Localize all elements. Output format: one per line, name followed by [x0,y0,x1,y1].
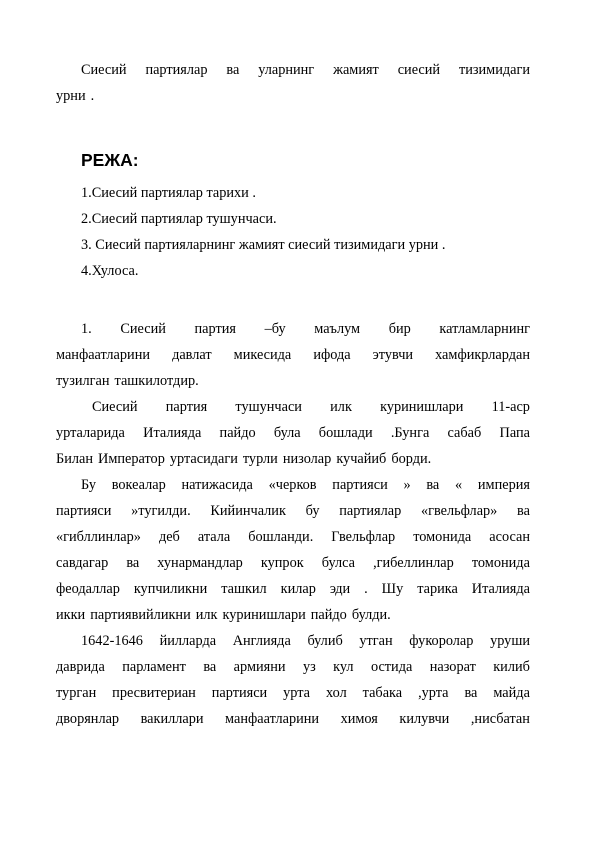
word: бу [305,503,320,519]
word: партияси [56,503,112,519]
plan-item: 1.Сиесий партиялар тарихи . [81,185,256,201]
word: партия [194,321,236,337]
word: урта [283,685,311,701]
word: ,урта [418,685,449,701]
word: ва [426,477,440,493]
word: пайдо [310,607,347,623]
word: ташкил [221,581,267,597]
plan-item: 4.Хулоса. [81,263,139,279]
word: урталарида [56,425,125,441]
word: 1. [81,321,92,337]
word: кул [333,659,354,675]
word: бир [388,321,411,337]
para-line [56,316,530,342]
word: Италияда [143,425,202,441]
word: «черков [268,477,317,493]
word: турли [242,451,278,467]
word: булди. [351,607,391,623]
word: партиялар [145,62,208,78]
word: армияни [233,659,286,675]
word: .Бунга [390,425,430,441]
word: партиялар [339,503,402,519]
word: фукоролар [409,633,474,649]
word: утган [359,633,393,649]
para-line [56,368,530,394]
word: партиявийликни [90,607,191,623]
word: килиб [493,659,530,675]
word: булса [321,555,355,571]
para-line [56,472,530,498]
word: вокеалар [111,477,166,493]
word: »тугилди. [131,503,191,519]
word: ва [464,685,478,701]
para-line [56,420,530,446]
para-line [56,550,530,576]
word: тушунчаси [235,399,302,415]
word: химоя [340,711,378,727]
word: ва [517,503,530,519]
word: . [90,88,95,104]
para-line [56,342,530,368]
para-line [56,446,530,472]
word: партияси [211,685,268,701]
word: урни [56,88,86,104]
word: хол [326,685,347,701]
word: остида [370,659,413,675]
word: давлат [172,347,212,363]
para-line [56,524,530,550]
word: асосан [489,529,530,545]
word: ,нисбатан [470,711,530,727]
word: дворянлар [56,711,120,727]
word: ва [203,659,217,675]
plan-heading: РЕЖА: [81,150,139,170]
word: икки [56,607,86,623]
word: катламларнинг [439,321,530,337]
word: купчиликни [133,581,208,597]
word: Бу [81,477,97,493]
word: ташкилотдир. [114,373,199,389]
word: була [273,425,301,441]
word: натижасида [181,477,253,493]
word: табака [362,685,403,701]
word: вакиллари [140,711,204,727]
word: Англияда [232,633,291,649]
word: кучайиб [336,451,387,467]
word: ва [126,555,140,571]
word: булиб [307,633,343,649]
para-line [56,394,530,420]
word: тузилган [56,373,110,389]
word: » [403,477,411,493]
word: «гвельфлар» [420,503,498,519]
para-line [56,628,530,654]
plan-item: 2.Сиесий партиялар тушунчаси. [81,211,277,227]
word: уларнинг [258,62,315,78]
word: 1642-1646 [81,633,143,649]
word: низолар [282,451,332,467]
word: ифода [313,347,351,363]
word: парламент [122,659,186,675]
word: « [455,477,463,493]
word: ва [226,62,240,78]
word: империя [477,477,530,493]
word: хунармандлар [157,555,243,571]
word: купрок [260,555,304,571]
word: жамият [333,62,379,78]
word: майда [493,685,530,701]
word: 11-аср [491,399,530,415]
word: куринишлари [380,399,464,415]
word: Сиесий [81,62,127,78]
word: томонида [413,529,472,545]
word: манфаатларини [225,711,320,727]
word: бошлади [318,425,373,441]
word: борди. [391,451,432,467]
word: сиесий [397,62,441,78]
word: Италияда [471,581,530,597]
body-text [56,316,530,732]
word: уз [302,659,316,675]
word: уртасидаги [169,451,238,467]
word: килувчи [399,711,450,727]
word: –бу [264,321,286,337]
word: микесида [233,347,292,363]
word: атала [197,529,231,545]
title-line-1 [56,57,530,83]
word: килар [280,581,316,597]
word: Сиесий [120,321,166,337]
word: турган [56,685,97,701]
word: куринишлари [222,607,306,623]
word: тарика [417,581,458,597]
word: Папа [499,425,530,441]
word: илк [330,399,352,415]
word: Сиесий [92,399,138,415]
para-line [56,706,530,732]
para-line [56,654,530,680]
word: ,гибеллинлар [373,555,454,571]
title-line-2 [56,83,530,109]
word: Шу [381,581,404,597]
plan-item: 3. Сиесий партияларнинг жамият сиесий тизимидаги урни . [81,237,446,253]
word: тизимидаги [458,62,530,78]
word: бошланди. [248,529,314,545]
plan-list [81,180,531,284]
word: сабаб [447,425,482,441]
word: . [364,581,368,597]
word: партия [165,399,208,415]
word: пресвитериан [112,685,196,701]
word: «гибллинлар» [56,529,141,545]
word: Гвельфлар [331,529,396,545]
word: эди [329,581,351,597]
word: Император [98,451,165,467]
word: Кийинчалик [210,503,286,519]
word: уруши [490,633,530,649]
word: Билан [56,451,93,467]
word: хамфикрлардан [435,347,530,363]
word: даврида [56,659,105,675]
word: савдагар [56,555,109,571]
word: томонида [471,555,530,571]
word: этувчи [372,347,414,363]
document-title [56,57,530,109]
word: илк [195,607,218,623]
para-line [56,602,530,628]
word: назорат [429,659,476,675]
word: манфаатларини [56,347,151,363]
para-line [56,498,530,524]
word: феодаллар [56,581,120,597]
word: партияси [332,477,388,493]
word: маълум [314,321,361,337]
word: пайдо [219,425,256,441]
para-line [56,576,530,602]
para-line [56,680,530,706]
word: йилларда [159,633,217,649]
word: деб [158,529,180,545]
